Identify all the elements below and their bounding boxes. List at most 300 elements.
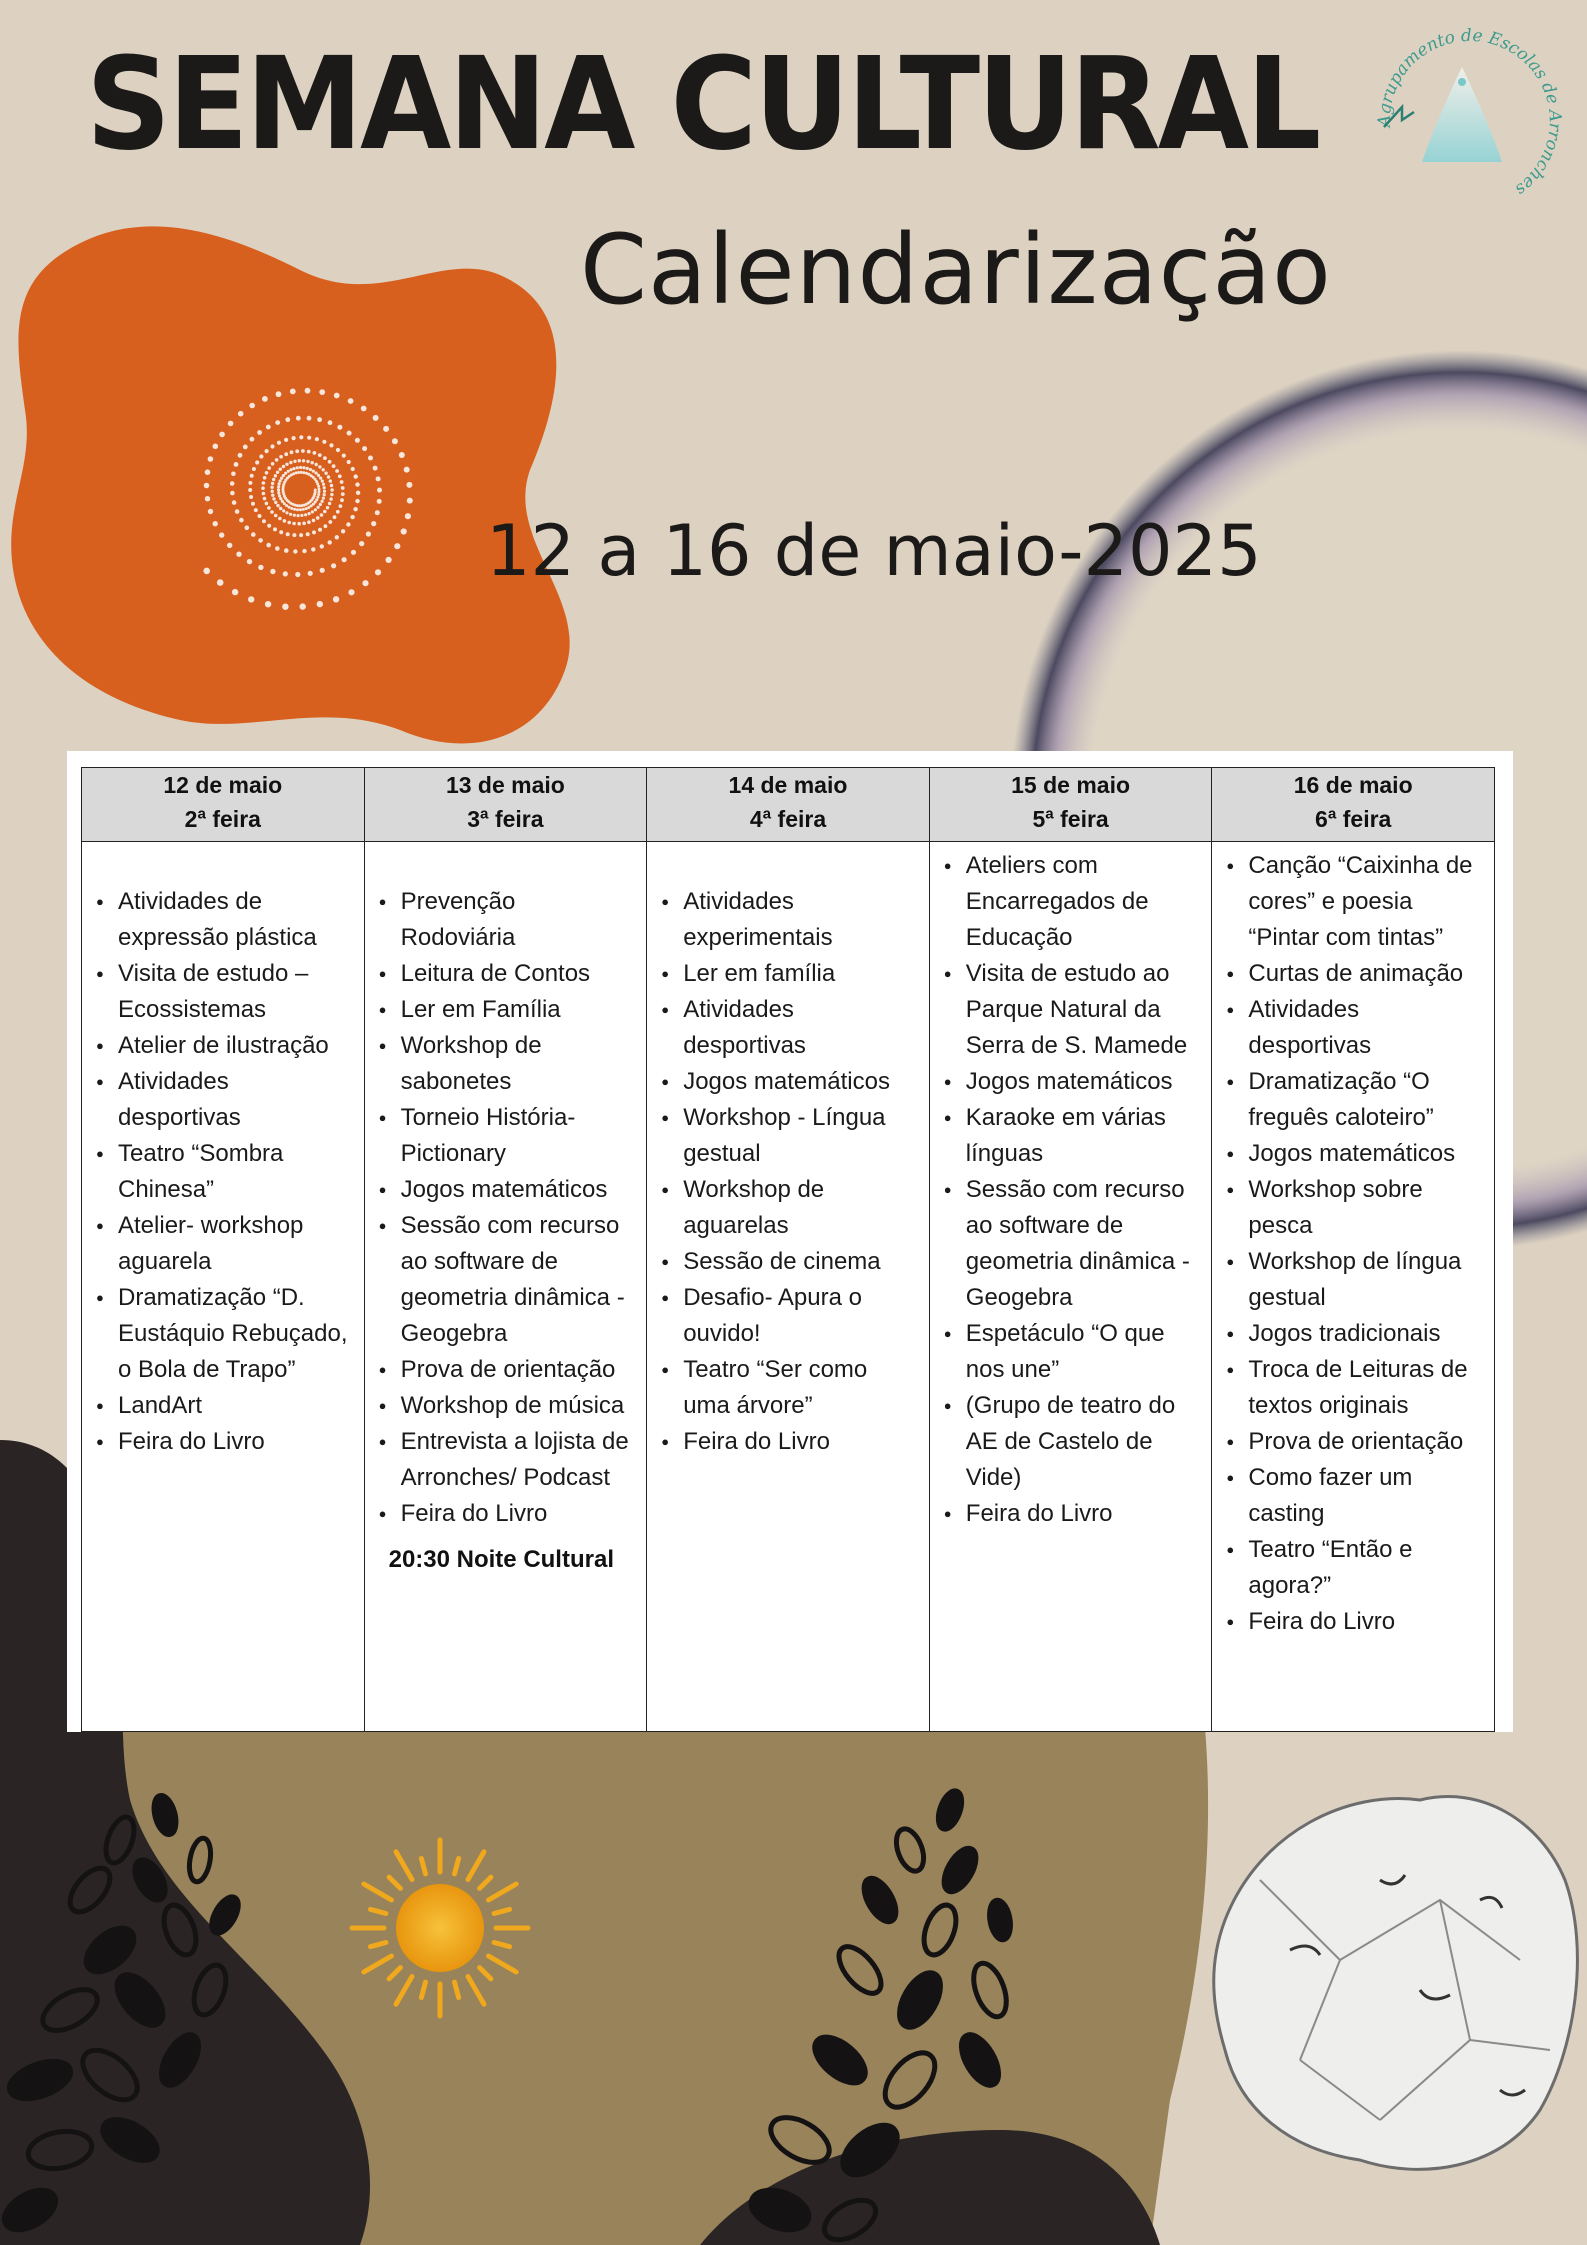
spiral-dot [317, 493, 320, 496]
spiral-dot [375, 510, 380, 515]
activity-list [938, 848, 1202, 1532]
spiral-dot [383, 426, 389, 432]
activity-item: ● Sessão com recurso ao software de geometria dinâmica - Geogebra [373, 1208, 637, 1352]
day-date: 12 de maio [163, 772, 283, 798]
spiral-dot [305, 388, 311, 394]
activity-list [1220, 848, 1484, 1640]
activity-item: ● Ler em família [655, 956, 919, 992]
spiral-dot [407, 498, 413, 504]
spiral-dot [322, 468, 325, 471]
activity-item: ● Ler em Família [373, 992, 637, 1028]
spiral-dot [276, 471, 279, 474]
spiral-dot [308, 512, 311, 515]
spiral-dot [284, 452, 288, 456]
day-header [647, 768, 930, 842]
spiral-dot [347, 431, 352, 436]
spiral-dot [337, 425, 342, 430]
spiral-dot [307, 506, 310, 509]
spiral-dot [278, 482, 281, 485]
spiral-dot [299, 435, 303, 439]
spiral-dot [297, 522, 301, 526]
spiral-dot [267, 524, 271, 528]
spiral-dot [318, 488, 321, 491]
spiral-dot [279, 468, 282, 471]
spiral-dot [351, 467, 355, 471]
spiral-dot [276, 504, 279, 507]
spiral-dot [324, 524, 328, 528]
spiral-dot [319, 477, 322, 480]
spiral-dot [277, 488, 280, 491]
spiral-dot [315, 437, 319, 441]
spiral-dot [247, 559, 252, 564]
activity-item: ● Feira do Livro [938, 1496, 1202, 1532]
spiral-dot [258, 514, 262, 518]
schedule-panel [67, 751, 1513, 1732]
spiral-dot [292, 467, 295, 470]
day-weekday: 6ª feira [1315, 806, 1392, 832]
spiral-dot [333, 596, 339, 602]
spiral-dot [293, 508, 296, 511]
spiral-dot [336, 510, 340, 514]
spiral-dot [318, 528, 322, 532]
spiral-dot [252, 467, 256, 471]
spiral-dot [327, 475, 330, 478]
spiral-dot [288, 506, 291, 509]
spiral-dot [312, 519, 316, 523]
spiral-dot [205, 496, 210, 501]
spiral-dot [361, 406, 367, 412]
day-date: 16 de maio [1293, 772, 1413, 798]
activity-item: ● Atividades experimentais [655, 884, 919, 956]
spiral-dot [297, 514, 300, 517]
spiral-dot [300, 603, 306, 609]
spiral-dot [271, 494, 274, 497]
activity-item: ● Feira do Livro [90, 1424, 354, 1460]
spiral-dot [232, 500, 237, 505]
spiral-dot [373, 415, 379, 421]
spiral-dot [259, 454, 263, 458]
spiral-dot [232, 589, 238, 595]
crumpled-paper [1214, 1797, 1578, 2170]
spiral-dot [306, 460, 309, 463]
spiral-dot [335, 469, 339, 473]
spiral-dot [323, 456, 327, 460]
spiral-dot [275, 458, 279, 462]
spiral-dot [273, 527, 277, 531]
day-header [364, 768, 647, 842]
spiral-dot [272, 478, 275, 481]
spiral-dot [306, 532, 310, 536]
spiral-dot [331, 563, 336, 568]
spiral-dot [302, 508, 305, 511]
schedule-activities-row [82, 842, 1495, 1732]
spiral-dot [277, 441, 281, 445]
spiral-dot [299, 533, 303, 537]
spiral-dot [341, 486, 345, 490]
activity-item: ● Troca de Leituras de textos originais [1220, 1352, 1484, 1424]
spiral-dot [235, 509, 240, 514]
spiral-dot [230, 491, 235, 496]
spiral-dot [307, 416, 312, 421]
spiral-dot [213, 444, 219, 450]
spiral-dot [298, 459, 301, 462]
spiral-dot [287, 521, 291, 525]
spiral-dot [313, 451, 317, 455]
activity-item: ● Workshop sobre pesca [1220, 1172, 1484, 1244]
spiral-dot [279, 530, 283, 534]
activity-item: ● Canção “Caixinha de cores” e poesia “Pintar com tintas” [1220, 848, 1484, 956]
spiral-dot [267, 466, 271, 470]
activity-item: ● Curtas de animação [1220, 956, 1484, 992]
spiral-dot [311, 461, 314, 464]
activity-item: ● Desafio- Apura o ouvido! [655, 1280, 919, 1352]
spiral-dot [406, 482, 412, 488]
activity-item: ● Workshop de música [373, 1388, 637, 1424]
spiral-dot [277, 485, 280, 488]
spiral-dot [243, 445, 248, 450]
spiral-dot [405, 513, 411, 519]
spiral-dot [392, 438, 398, 444]
spiral-dot [342, 454, 346, 458]
spiral-dot [317, 601, 323, 607]
spiral-dot [265, 471, 269, 475]
day-header [929, 768, 1212, 842]
spiral-dot [338, 474, 342, 478]
spiral-dot [328, 540, 332, 544]
spiral-dot [320, 568, 325, 573]
spiral-dot [321, 500, 324, 503]
spiral-dot [283, 571, 288, 576]
spiral-dot [323, 493, 326, 496]
spiral-dot [377, 499, 382, 504]
activity-item: ● Visita de estudo – Ecossistemas [90, 956, 354, 1028]
spiral-dot [323, 486, 326, 489]
spiral-dot [300, 471, 303, 474]
spiral-dot [329, 479, 332, 482]
spiral-dot [261, 486, 265, 490]
spiral-dot [302, 471, 305, 474]
spiral-dot [301, 449, 305, 453]
spiral-dot [346, 522, 350, 526]
spiral-dot [227, 543, 232, 548]
spiral-dot [318, 453, 322, 457]
activity-item: ● Feira do Livro [655, 1424, 919, 1460]
spiral-dot [296, 416, 301, 421]
spiral-dot [315, 463, 318, 466]
spiral-dot [377, 488, 382, 493]
spiral-dot [289, 461, 292, 464]
spiral-dot [280, 477, 283, 480]
school-logo-text: Agrupamento de Escolas de Arronches [1374, 25, 1565, 200]
spiral-dot [308, 571, 313, 576]
activity-item: ● Leitura de Contos [373, 956, 637, 992]
spiral-dot [320, 513, 324, 517]
spiral-dot [328, 520, 332, 524]
spiral-dot [270, 444, 274, 448]
spiral-dot [315, 471, 318, 474]
spiral-dot [278, 494, 281, 497]
spiral-dot [311, 547, 315, 551]
spiral-dot [295, 471, 298, 474]
spiral-dot [335, 535, 339, 539]
activity-item: ● Workshop de língua gestual [1220, 1244, 1484, 1316]
spiral-dot [213, 521, 218, 526]
spiral-dot [326, 506, 329, 509]
spiral-dot [322, 497, 325, 500]
spiral-dot [302, 459, 305, 462]
spiral-dot [307, 520, 311, 524]
activity-item: ● Atelier de ilustração [90, 1028, 354, 1064]
spiral-dot [311, 510, 314, 513]
spiral-dot [302, 466, 305, 469]
spiral-dot [284, 472, 287, 475]
spiral-dot [205, 469, 211, 475]
day-activities-cell [647, 842, 930, 1732]
spiral-dot [231, 472, 236, 477]
spiral-dot [314, 508, 317, 511]
spiral-dot [351, 550, 356, 555]
spiral-dot [318, 490, 321, 493]
spiral-dot [282, 604, 288, 610]
spiral-dot [302, 549, 306, 553]
activity-item: ● (Grupo de teatro do AE de Castelo de Vide) [938, 1388, 1202, 1496]
spiral-dot [317, 417, 322, 422]
spiral-dot [322, 440, 326, 444]
spiral-dot [262, 396, 268, 402]
day-weekday: 5ª feira [1032, 806, 1109, 832]
spiral-dot [317, 474, 320, 477]
spiral-dot [366, 531, 371, 536]
activity-list [90, 884, 354, 1460]
activity-item: ● Sessão de cinema [655, 1244, 919, 1280]
activity-item: ● Visita de estudo ao Parque Natural da Serra de S. Mamede [938, 956, 1202, 1064]
day-weekday: 4ª feira [749, 806, 827, 832]
spiral-dot [245, 526, 250, 531]
activity-item: ● Jogos matemáticos [938, 1064, 1202, 1100]
spiral-dot [296, 508, 299, 511]
spiral-dot [265, 449, 269, 453]
activity-list [655, 884, 919, 1460]
activity-item: ● Atelier- workshop aguarela [90, 1208, 354, 1280]
spiral-dot [255, 460, 259, 464]
activity-item: ● Atividades desportivas [90, 1064, 354, 1136]
schedule-table [81, 767, 1495, 1732]
spiral-dot [359, 541, 364, 546]
day-header [1212, 768, 1495, 842]
school-logo [1362, 12, 1572, 222]
spiral-dot [203, 568, 210, 575]
page-subtitle: Calendarização [580, 214, 1332, 326]
spiral-dot [279, 479, 282, 482]
spiral-dot [274, 501, 277, 504]
evening-event: 20:30 Noite Cultural [388, 1546, 614, 1573]
spiral-dot [258, 565, 263, 570]
spiral-dot [317, 485, 320, 488]
activity-list [373, 884, 637, 1532]
spiral-dot [265, 601, 271, 607]
spiral-dot [319, 389, 325, 395]
activity-item: ● Workshop de aguarelas [655, 1172, 919, 1244]
activity-item: ● Entrevista a lojista de Arronches/ Podcast [373, 1424, 637, 1496]
spiral-dot [277, 491, 280, 494]
spiral-dot [290, 507, 293, 510]
spiral-dot [309, 468, 312, 471]
spiral-dot [293, 514, 296, 517]
activity-item: ● Dramatização “O freguês caloteiro” [1220, 1064, 1484, 1136]
spiral-dot [274, 514, 278, 518]
schedule-header-row [82, 768, 1495, 842]
spiral-dot [386, 557, 392, 563]
spiral-dot [304, 513, 307, 516]
spiral-dot [371, 521, 376, 526]
spiral-dot [249, 495, 253, 499]
spiral-dot [348, 589, 354, 595]
activity-item: ● Espetáculo “O que nos une” [938, 1316, 1202, 1388]
activity-item: ● LandArt [90, 1388, 354, 1424]
spiral-dot [299, 508, 302, 511]
spiral-dot [293, 460, 296, 463]
day-date: 15 de maio [1011, 772, 1131, 798]
spiral-dot [271, 462, 275, 466]
activity-item: ● Workshop - Língua gestual [655, 1100, 919, 1172]
spiral-dot [208, 509, 213, 514]
activity-item: ● Jogos matemáticos [1220, 1136, 1484, 1172]
day-activities-cell [929, 842, 1212, 1732]
activity-item: ● Como fazer um casting [1220, 1460, 1484, 1532]
spiral-dot [290, 450, 294, 454]
spiral-dot [258, 538, 263, 543]
activity-item: ● Atividades desportivas [655, 992, 919, 1064]
spiral-dot [285, 463, 288, 466]
spiral-dot [270, 569, 275, 574]
spiral-dot [250, 437, 255, 442]
spiral-dot [341, 492, 345, 496]
spiral-dot [318, 465, 321, 468]
spiral-dot [275, 420, 280, 425]
spiral-dot [265, 502, 269, 506]
spiral-dot [300, 514, 303, 517]
spiral-dot [262, 492, 266, 496]
spiral-dot [230, 481, 235, 486]
day-weekday: 2ª feira [184, 806, 261, 832]
activity-item: ● Prevenção Rodoviária [373, 884, 637, 956]
spiral-dot [399, 452, 405, 458]
spiral-dot [328, 460, 332, 464]
spiral-dot [271, 490, 274, 493]
spiral-dot [336, 448, 340, 452]
spiral-dot [282, 465, 285, 468]
orange-blob [11, 226, 569, 743]
spiral-dot [292, 522, 296, 526]
spiral-dot [217, 579, 224, 586]
spiral-dot [306, 467, 309, 470]
spiral-dot [394, 543, 400, 549]
spiral-dot [376, 476, 381, 481]
spiral-dot [279, 507, 282, 510]
spiral-dot [355, 499, 359, 503]
spiral-dot [248, 488, 252, 492]
spiral-dot [347, 460, 351, 464]
activity-item: ● Karaoke em várias línguas [938, 1100, 1202, 1172]
spiral-dot [276, 391, 282, 397]
activity-item: ● Feira do Livro [1220, 1604, 1484, 1640]
day-activities-cell [82, 842, 365, 1732]
spiral-dot [238, 453, 243, 458]
spiral-dot [328, 502, 331, 505]
spiral-dot [204, 483, 210, 489]
spiral-dot [299, 466, 302, 469]
spiral-dot [285, 417, 290, 422]
spiral-dot [332, 464, 336, 468]
event-dates: 12 a 16 de maio-2025 [486, 510, 1262, 592]
day-date: 13 de maio [445, 772, 565, 798]
spiral-dot [353, 507, 357, 511]
spiral-dot [285, 504, 288, 507]
spiral-dot [228, 421, 234, 427]
activity-item: ● Prova de orientação [1220, 1424, 1484, 1460]
spiral-dot [296, 466, 299, 469]
activity-item: ● Teatro “Sombra Chinesa” [90, 1136, 354, 1208]
spiral-dot [324, 472, 327, 475]
spiral-dot [404, 467, 410, 473]
spiral-dot [401, 528, 407, 534]
activity-item: ● Jogos tradicionais [1220, 1316, 1484, 1352]
spiral-dot [330, 493, 333, 496]
spiral-dot [362, 580, 368, 586]
spiral-dot [312, 470, 315, 473]
spiral-dot [263, 497, 267, 501]
spiral-dot [302, 522, 306, 526]
activity-item: ● Workshop de sabonetes [373, 1028, 637, 1100]
spiral-dot [286, 532, 290, 536]
spiral-dot [284, 438, 288, 442]
spiral-dot [289, 513, 292, 516]
spiral-dot [251, 502, 255, 506]
spiral-dot [373, 466, 378, 471]
spiral-dot [266, 425, 271, 430]
spiral-dot [234, 462, 239, 467]
spiral-dot [297, 471, 300, 474]
activity-item: ● Jogos matemáticos [655, 1064, 919, 1100]
spiral-dot [321, 480, 324, 483]
spiral-dot [340, 480, 344, 484]
spiral-dot [316, 516, 320, 520]
spiral-dot [279, 455, 283, 459]
spiral-dot [270, 510, 274, 514]
spiral-dot [289, 468, 292, 471]
activity-item: ● Prova de orientação [373, 1352, 637, 1388]
spiral-dot [219, 432, 225, 438]
spiral-dot [354, 474, 358, 478]
spiral-dot [292, 533, 296, 537]
day-date: 14 de maio [728, 772, 848, 798]
spiral-dot [330, 488, 333, 491]
spiral-dot [356, 491, 360, 495]
activity-item: ● Jogos matemáticos [373, 1172, 637, 1208]
spiral-dot [323, 510, 327, 514]
spiral-dot [262, 519, 266, 523]
spiral-dot [208, 456, 214, 462]
activity-item: ● Teatro “Então e agora?” [1220, 1532, 1484, 1604]
spiral-dot [238, 411, 244, 417]
spiral-dot [284, 548, 289, 553]
spiral-dot [355, 438, 360, 443]
spiral-dot [368, 456, 373, 461]
day-activities-cell [364, 842, 647, 1732]
spiral-dot [362, 446, 367, 451]
spiral-dot [248, 596, 254, 602]
spiral-dot [267, 506, 271, 510]
